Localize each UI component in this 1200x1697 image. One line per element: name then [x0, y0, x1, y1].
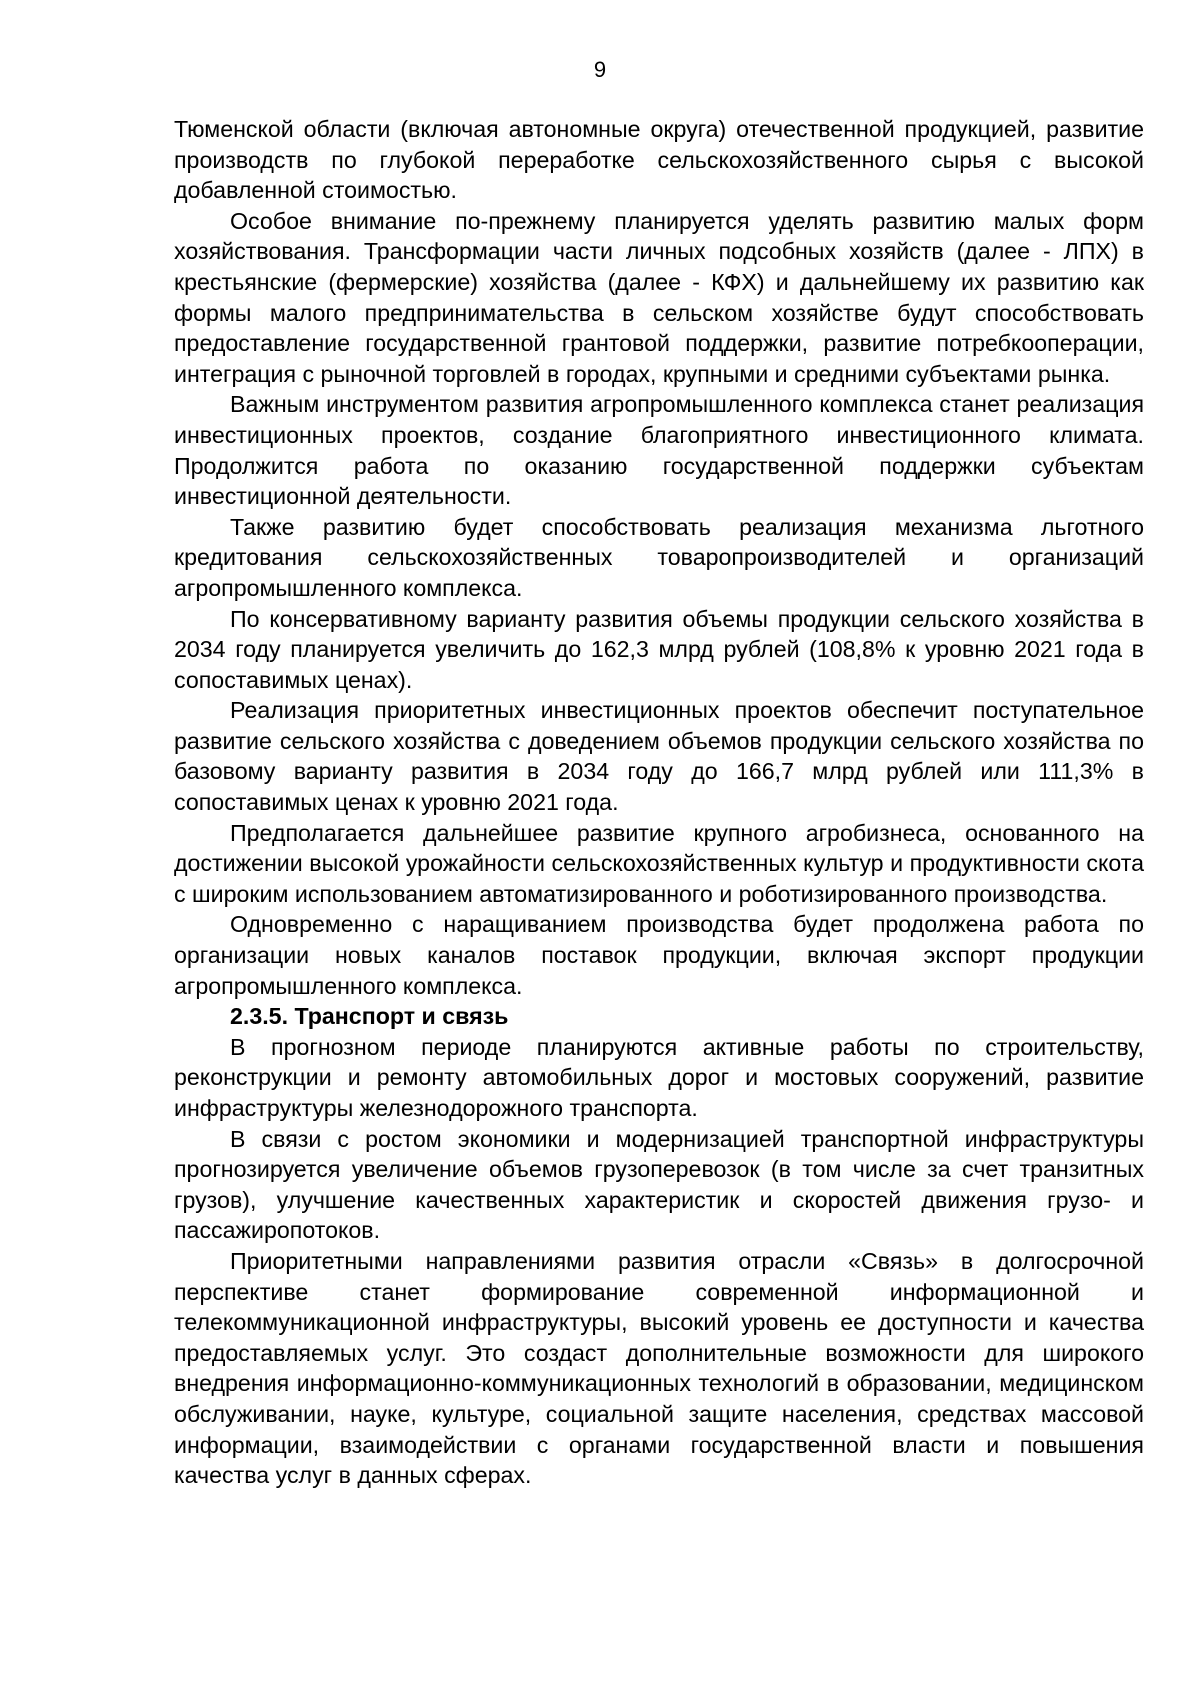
paragraph-small-farms: Особое внимание по-прежнему планируется уделять развитию малых форм хозяйствования. Трансформации части личных подсобных хозяйств (далее - ЛПХ) в крестьянские (фермерские) хозяйства (далее - КФХ) и дальнейшему их развитию как формы малого предпринимательства в сельском хозяйстве будут способствовать предоставление государственной грантовой поддержки, развитие потребкооперации, интеграция с рыночной торговлей в городах, крупными и средними субъектами рынка. — [174, 207, 1144, 387]
paragraph-investment-projects: Важным инструментом развития агропромышленного комплекса станет реализация инвестиционных проектов, создание благоприятного инвестиционного климата. Продолжится работа по оказанию государственной поддержки субъектам инвестиционной деятельности. — [174, 391, 1144, 510]
paragraph-conservative-scenario: По консервативному варианту развития объемы продукции сельского хозяйства в 2034 году планируется увеличить до 162,3 млрд рублей (108,8% к уровню 2021 года в сопоставимых ценах). — [174, 605, 1144, 693]
paragraph-preferential-credit: Также развитию будет способствовать реализация механизма льготного кредитования сельскохозяйственных товаропроизводителей и организаций агропромышленного комплекса. — [174, 513, 1144, 601]
paragraph-agribusiness: Предполагается дальнейшее развитие крупного агробизнеса, основанного на достижении высокой урожайности сельскохозяйственных культур и продуктивности скота с широким использованием автоматизированного и роботизированного производства. — [174, 819, 1144, 907]
paragraph-communications: Приоритетными направлениями развития отрасли «Связь» в долгосрочной перспективе станет формирование современной информационной и телекоммуникационной инфраструктуры, высокий уровень ее доступности и качества предоставляемых услуг. Это создаст дополнительные возможности для широкого внедрения информационно-коммуникационных технологий в образовании, медицинском обслуживании, науке, культуре, социальной защите населения, средствах массовой информации, взаимодействии с органами государственной власти и повышения качества услуг в данных сферах. — [174, 1247, 1144, 1489]
document-body — [174, 114, 1144, 1491]
page-number: 9 — [593, 57, 607, 82]
paragraph-continuation: Тюменской области (включая автономные округа) отечественной продукцией, развитие производств по глубокой переработке сельскохозяйственного сырья с высокой добавленной стоимостью. — [174, 116, 1144, 204]
section-heading: 2.3.5. Транспорт и связь — [230, 1003, 509, 1030]
paragraph-freight-growth: В связи с ростом экономики и модернизацией транспортной инфраструктуры прогнозируется увеличение объемов грузоперевозок (в том числе за счет транзитных грузов), улучшение качественных характеристик и скоростей движения грузо- и пассажиропотоков. — [174, 1125, 1144, 1244]
paragraph-export-channels: Одновременно с наращиванием производства будет продолжена работа по организации новых каналов поставок продукции, включая экспорт продукции агропромышленного комплекса. — [174, 911, 1144, 999]
paragraph-base-scenario: Реализация приоритетных инвестиционных проектов обеспечит поступательное развитие сельского хозяйства с доведением объемов продукции сельского хозяйства по базовому варианту развития в 2034 году до 166,7 млрд рублей или 111,3% в сопоставимых ценах к уровню 2021 года. — [174, 697, 1144, 816]
paragraph-road-works: В прогнозном периоде планируются активные работы по строительству, реконструкции и ремонту автомобильных дорог и мостовых сооружений, развитие инфраструктуры железнодорожного транспорта. — [174, 1033, 1144, 1121]
